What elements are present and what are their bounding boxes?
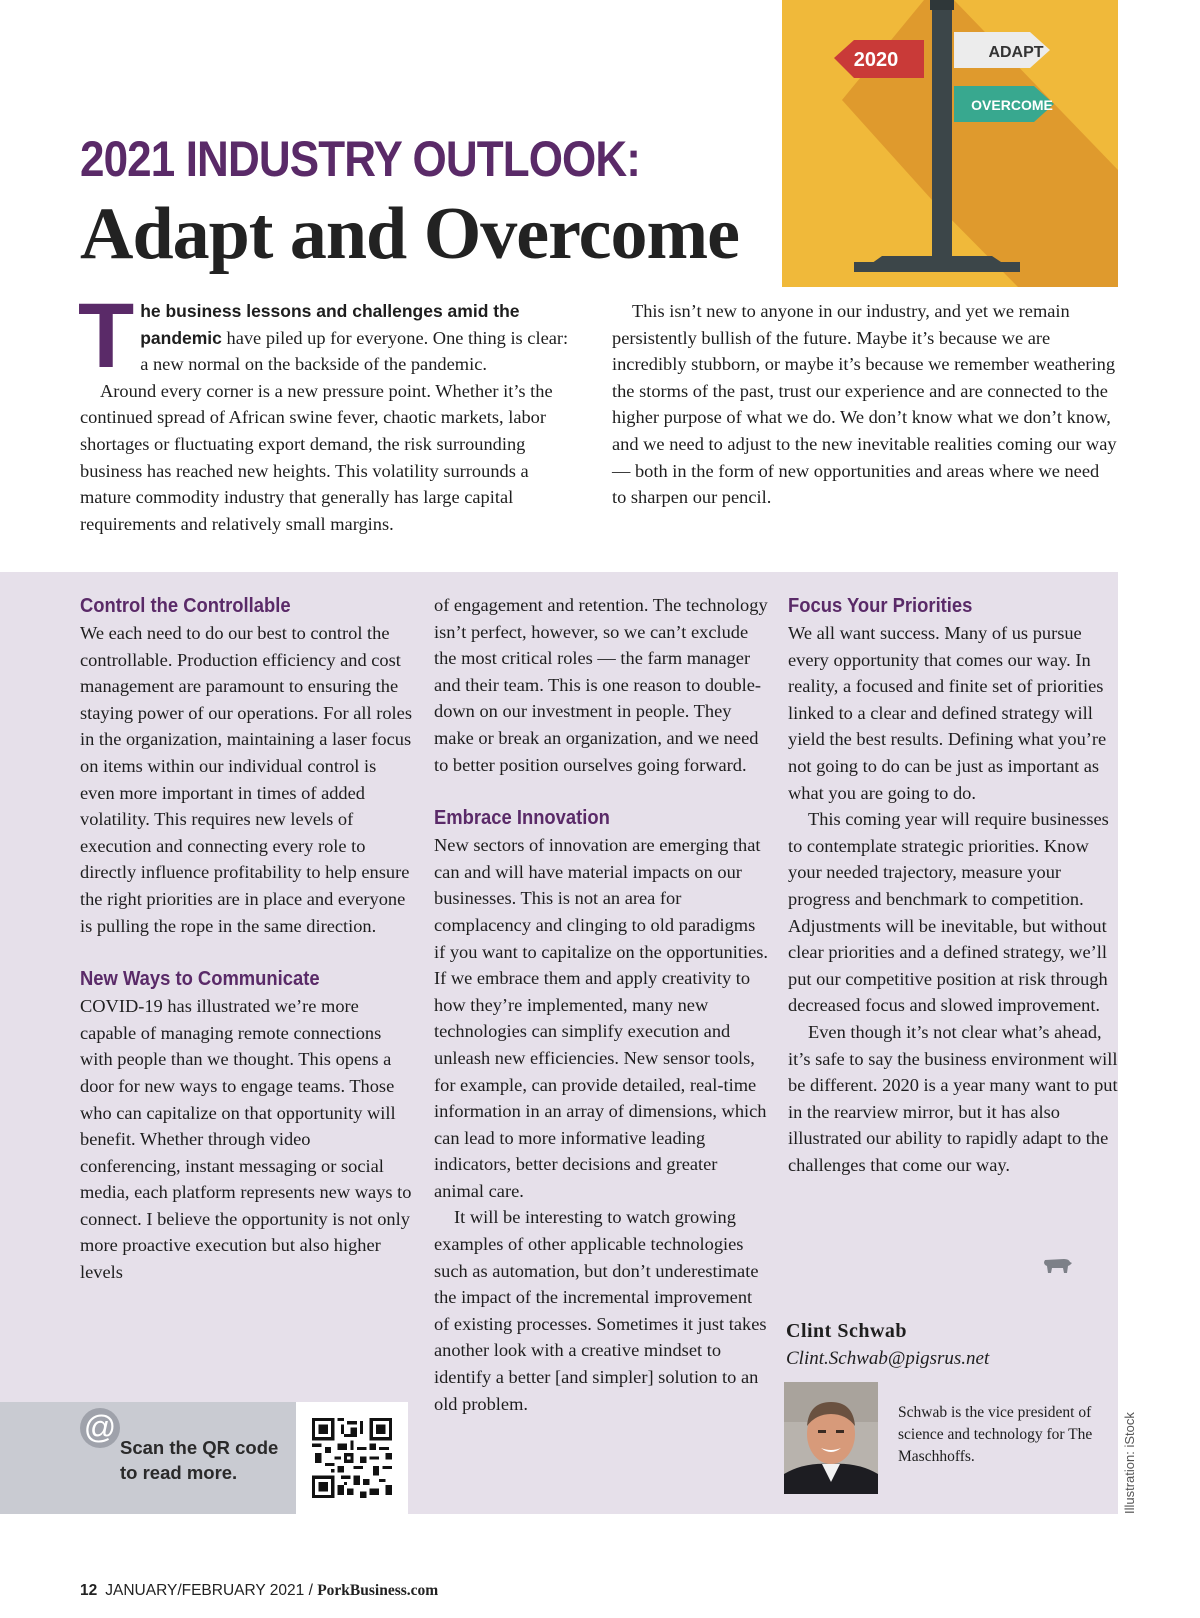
- intro-leadin: he business lessons and challenges amid the pandemic: [140, 301, 520, 348]
- kicker-headline: 2021 INDUSTRY OUTLOOK:: [80, 131, 641, 187]
- intro-paragraph-3: This isn’t new to anyone in our industry, and yet we remain persistently bullish of the future. Maybe it’s because we are incredibly stubborn, or maybe it’s because we remember weathering the storms of the past, trust our experience and are connected to the higher purpose of what we do. We don’t know what we don’t know, and we need to adjust to the new inevitable realities coming our way — both in the form of new opportunities and areas where we need to sharpen our pencil.: [612, 301, 1117, 508]
- sign-adapt-label: ADAPT: [988, 44, 1044, 61]
- author-bio: Schwab is the vice president of science and technology for The Maschhoffs.: [898, 1404, 1093, 1465]
- column-1: [80, 592, 414, 1286]
- qr-line-1: Scan the QR code: [120, 1437, 279, 1458]
- text-control: We each need to do our best to control the controllable. Production efficiency and cost management are paramount to ensuring the staying power of our operations. For all roles in the organization, maintaining a laser focus on items within our individual control is even more important in times of added volatility. This requires new levels of execution and connecting every role to directly influence profitability to help ensure the right priorities are in place and everyone is pulling the rope in the same direction.: [80, 623, 412, 936]
- qr-line-2: to read more.: [120, 1462, 238, 1483]
- article-title: Adapt and Overcome: [80, 193, 739, 275]
- author-name: Clint Schwab: [786, 1320, 908, 1342]
- text-innovation-1: New sectors of innovation are emerging that can and will have material impacts on our businesses. This is not an area for complacency and clinging to old paradigms if you want to capitalize on the opportunities. If we embrace them and apply creativity to how they’re implemented, many new technologies can simplify execution and unleash new efficiencies. New sensor tools, for example, can provide detailed, real-time information in an array of dimensions, which can lead to more informative leading indicators, better decisions and greater animal care.: [434, 835, 769, 1201]
- heading-innovation: Embrace Innovation: [434, 807, 610, 830]
- text-priorities-2: This coming year will require businesses to contemplate strategic priorities. Know your needed trajectory, measure your progress and benchmark to competition. Adjustments will be inevitable, but without clear priorities and a defined strategy, we’ll put our competitive position at risk through decreased focus and slowed improvement.: [788, 809, 1109, 1016]
- illustration-credit: Illustration: iStock: [1122, 1412, 1137, 1514]
- author-email[interactable]: Clint.Schwab@pigsrus.net: [786, 1348, 990, 1369]
- text-communicate: COVID-19 has illustrated we’re more capable of managing remote connections with people than we thought. This opens a door for new ways to engage teams. Those who can capitalize on that opportunity will benefit. Whether through video conferencing, instant messaging or social media, each platform represents new ways to connect. I believe the opportunity is not only more proactive execution but also higher levels: [80, 996, 412, 1283]
- text-priorities-3: Even though it’s not clear what’s ahead, it’s safe to say the business environment will be different. 2020 is a year many want to put in the rearview mirror, but it has also illustrated our ability to rapidly adapt to the challenges that come our way.: [788, 1021, 1118, 1175]
- sign-overcome-label: OVERCOME: [971, 97, 1053, 113]
- text-communicate-continued: of engagement and retention. The technology isn’t perfect, however, so we can’t exclude the most critical roles — the farm manager and their team. This is one reason to double-down on our investment in people. They make or break an organization, and we need to better position ourselves going forward.: [434, 595, 768, 775]
- footer-separator: /: [304, 1582, 318, 1599]
- heading-priorities: Focus Your Priorities: [788, 595, 973, 617]
- heading-control: Control the Controllable: [80, 595, 291, 617]
- intro-paragraph-1: [78, 285, 580, 387]
- qr-callout-text: [120, 1435, 278, 1485]
- intro-paragraph-1-rest: have piled up for everyone. One thing is clear: a new normal on the backside of the pandemic.: [140, 327, 569, 375]
- signpost-illustration: [782, 0, 1118, 287]
- text-innovation-2: It will be interesting to watch growing examples of other applicable technologies such as automation, but don’t underestimate the impact of the incremental improvement of existing processes. Sometimes it just takes another look with a creative mindset to identify a better [and simpler] solution to an old problem.: [434, 1207, 767, 1414]
- column-3: [788, 592, 1122, 1178]
- at-icon: @: [80, 1408, 120, 1448]
- intro-paragraph-2: Around every corner is a new pressure point. Whether it’s the continued spread of African swine fever, chaotic markets, labor shortages or fluctuating export demand, the risk surrounding business has reached new heights. This volatility surrounds a mature commodity industry that generally has large capital requirements and relatively small margins.: [80, 380, 553, 534]
- website[interactable]: PorkBusiness.com: [317, 1582, 439, 1599]
- drop-cap: T: [78, 285, 135, 387]
- issue-date: JANUARY/FEBRUARY 2021: [105, 1582, 305, 1599]
- page-number: 12: [80, 1582, 98, 1599]
- intro-left-column: [78, 285, 580, 537]
- text-priorities-1: We all want success. Many of us pursue every opportunity that comes our way. In reality, a focused and finite set of priorities linked to a clear and defined strategy will yield the best results. Defining what you’re not going to do can be just as important as what you are going to do.: [788, 623, 1107, 803]
- intro-right-column: [612, 298, 1118, 511]
- page-footer: [80, 1582, 438, 1600]
- author-photo: [784, 1382, 878, 1494]
- qr-code[interactable]: [312, 1418, 392, 1498]
- column-2: [434, 592, 768, 1417]
- heading-communicate: New Ways to Communicate: [80, 968, 320, 991]
- pig-end-mark-icon: [1042, 1256, 1072, 1274]
- sign-2020-label: 2020: [853, 49, 899, 71]
